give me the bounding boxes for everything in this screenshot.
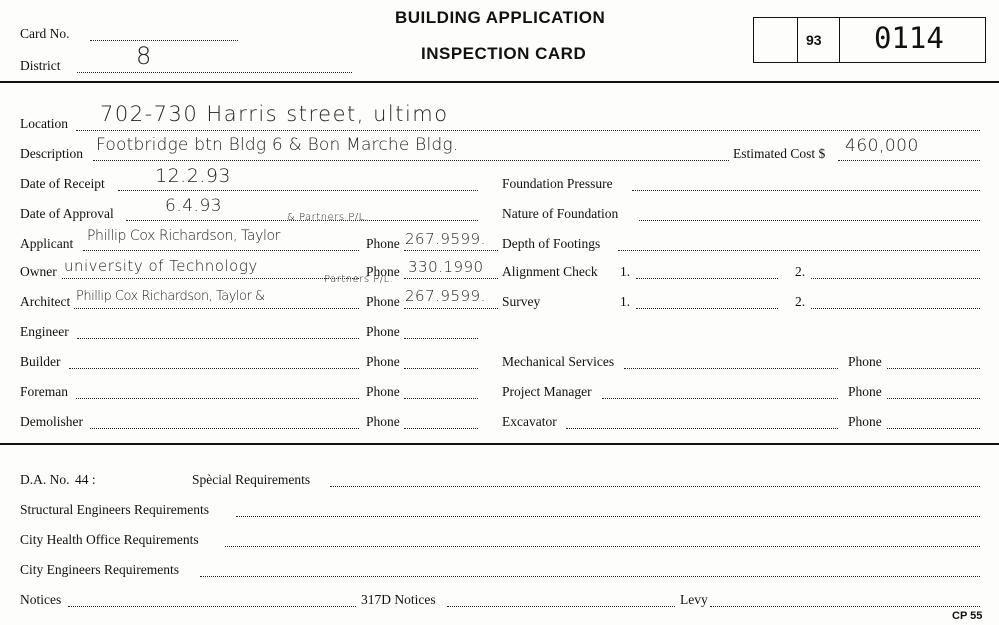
city-health-office-requirements-label: City Health Office Requirements [20, 532, 199, 547]
engineer-phone-label: Phone [366, 324, 400, 339]
notices-field[interactable] [68, 606, 356, 607]
da-no-label: D.A. No. [20, 472, 70, 487]
card-title-line1: BUILDING APPLICATION [395, 8, 606, 27]
nature-of-foundation-label: Nature of Foundation [502, 206, 619, 221]
owner-phone-field[interactable] [404, 278, 498, 279]
location-value: 702-730 Harris street, ultimo [100, 102, 449, 126]
requirements-divider [0, 443, 999, 445]
alignment-check-field-2[interactable] [811, 278, 980, 279]
demolisher-phone-label: Phone [366, 414, 400, 429]
applicant-phone-field[interactable] [404, 250, 498, 251]
notices-label: Notices [20, 592, 62, 607]
project-manager-phone-field[interactable] [887, 398, 980, 399]
architect-phone-field[interactable] [404, 308, 498, 309]
engineer-field[interactable] [77, 338, 359, 339]
card-number: 0114 [874, 21, 944, 55]
date-of-receipt-value: 12.2.93 [155, 165, 232, 187]
applicant-phone-label: Phone [366, 236, 400, 251]
project-manager-label: Project Manager [502, 384, 592, 399]
engineer-phone-field[interactable] [404, 338, 478, 339]
builder-label: Builder [20, 354, 61, 369]
header-divider [0, 81, 999, 83]
survey-field-2[interactable] [811, 308, 980, 309]
da-no-value: 44 : [75, 472, 96, 487]
excavator-phone-field[interactable] [887, 428, 980, 429]
date-of-approval-value: 6.4.93 [165, 196, 223, 216]
city-engineers-requirements-field[interactable] [200, 576, 980, 577]
survey-num2: 2. [795, 294, 806, 309]
location-label: Location [20, 116, 68, 131]
architect-phone-label: Phone [366, 294, 400, 309]
architect-phone-value: 267.9599. [405, 287, 486, 305]
date-of-approval-label: Date of Approval [20, 206, 114, 221]
applicant-phone-value: 267.9599. [405, 230, 486, 248]
structural-engineers-requirements-field[interactable] [236, 516, 980, 517]
foreman-field[interactable] [76, 398, 359, 399]
card-no-field[interactable] [90, 40, 238, 41]
applicant-value: Phillip Cox Richardson, Taylor [87, 228, 280, 244]
city-health-office-requirements-field[interactable] [225, 546, 980, 547]
applicant-note: & Partners P/L. [287, 212, 369, 223]
foreman-label: Foreman [20, 384, 68, 399]
owner-phone-value: 330.1990 [408, 258, 484, 276]
date-of-receipt-field[interactable] [118, 190, 478, 191]
survey-num1: 1. [620, 294, 631, 309]
applicant-field[interactable] [83, 250, 359, 251]
description-value: Footbridge btn Bldg 6 & Bon Marche Bldg. [96, 135, 459, 155]
project-manager-field[interactable] [602, 398, 838, 399]
mechanical-services-phone-field[interactable] [887, 368, 980, 369]
owner-phone-label: Phone [366, 264, 400, 279]
project-manager-phone-label: Phone [848, 384, 882, 399]
demolisher-phone-field[interactable] [404, 428, 478, 429]
demolisher-field[interactable] [90, 428, 359, 429]
owner-value: university of Technology [64, 257, 258, 275]
special-requirements-label: Spècial Requirements [192, 472, 311, 487]
depth-of-footings-label: Depth of Footings [502, 236, 601, 251]
foundation-pressure-label: Foundation Pressure [502, 176, 613, 191]
card-no-label: Card No. [20, 26, 70, 41]
estimated-cost-value: 460,000 [845, 136, 919, 156]
alignment-check-field-1[interactable] [636, 278, 778, 279]
structural-engineers-requirements-label: Structural Engineers Requirements [20, 502, 209, 517]
builder-phone-field[interactable] [404, 368, 478, 369]
notices-317d-field[interactable] [447, 606, 675, 607]
date-of-receipt-label: Date of Receipt [20, 176, 105, 191]
builder-field[interactable] [69, 368, 359, 369]
excavator-label: Excavator [502, 414, 557, 429]
builder-phone-label: Phone [366, 354, 400, 369]
mechanical-services-field[interactable] [624, 368, 838, 369]
excavator-field[interactable] [566, 428, 838, 429]
excavator-phone-label: Phone [848, 414, 882, 429]
district-value: 8 [136, 42, 152, 70]
architect-note: Partners P/L. [324, 274, 394, 285]
mechanical-services-label: Mechanical Services [502, 354, 615, 369]
architect-field[interactable] [74, 308, 359, 309]
card-title-line2: INSPECTION CARD [421, 44, 587, 63]
notices-317d-label: 317D Notices [361, 592, 436, 607]
alignment-check-label: Alignment Check [502, 264, 598, 279]
foreman-phone-label: Phone [366, 384, 400, 399]
depth-of-footings-field[interactable] [618, 250, 980, 251]
levy-field[interactable] [710, 606, 980, 607]
estimated-cost-label: Estimated Cost $ [733, 146, 826, 161]
owner-field[interactable] [62, 278, 359, 279]
nature-of-foundation-field[interactable] [639, 220, 980, 221]
demolisher-label: Demolisher [20, 414, 83, 429]
location-field[interactable] [76, 130, 980, 131]
survey-label: Survey [502, 294, 541, 309]
estimated-cost-field[interactable] [838, 160, 980, 161]
description-label: Description [20, 146, 83, 161]
mechanical-services-phone-label: Phone [848, 354, 882, 369]
alignment-check-num2: 2. [795, 264, 806, 279]
card-number-box [753, 17, 986, 63]
levy-label: Levy [680, 592, 708, 607]
form-code: CP 55 [952, 610, 983, 622]
alignment-check-num1: 1. [620, 264, 631, 279]
card-year: 93 [806, 32, 822, 48]
architect-label: Architect [20, 294, 71, 309]
architect-value: Phillip Cox Richardson, Taylor & [76, 289, 265, 304]
district-label: District [20, 58, 61, 73]
description-field[interactable] [93, 160, 729, 161]
special-requirements-field[interactable] [330, 486, 980, 487]
applicant-label: Applicant [20, 236, 74, 251]
survey-field-1[interactable] [636, 308, 778, 309]
foreman-phone-field[interactable] [404, 398, 478, 399]
foundation-pressure-field[interactable] [632, 190, 980, 191]
owner-label: Owner [20, 264, 57, 279]
city-engineers-requirements-label: City Engineers Requirements [20, 562, 179, 577]
district-field[interactable] [77, 72, 352, 73]
engineer-label: Engineer [20, 324, 69, 339]
